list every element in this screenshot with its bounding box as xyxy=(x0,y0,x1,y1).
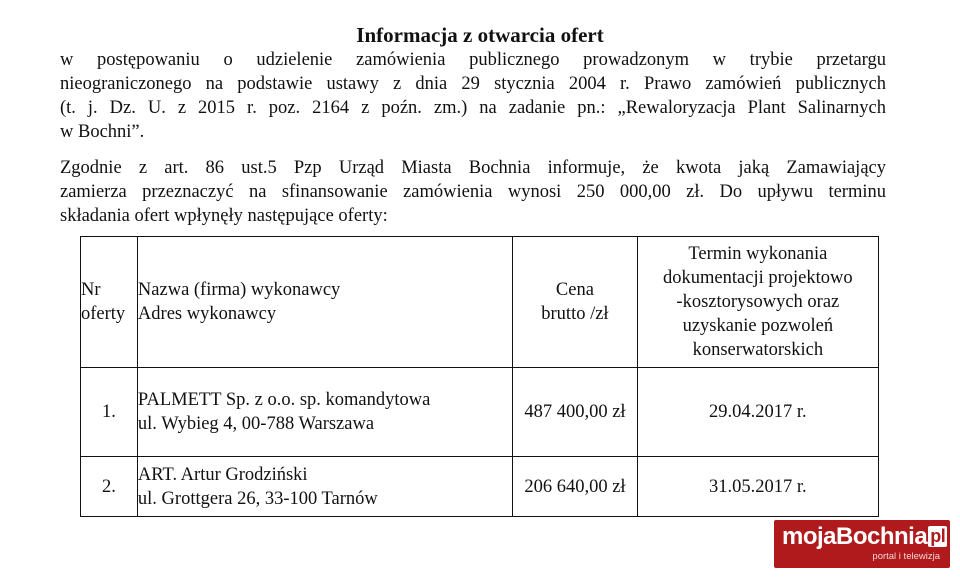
intro-paragraph xyxy=(60,48,886,144)
document-title: Informacja z otwarcia ofert xyxy=(356,23,604,47)
header-nr: Nr oferty xyxy=(81,237,138,368)
offer-deadline: 31.05.2017 r. xyxy=(637,457,878,517)
header-deadline: Termin wykonania dokumentacji projektowo -kosztorysowych oraz uzyskanie pozwoleń konserwatorskich xyxy=(637,237,878,368)
budget-line: składania ofert wpłynęły następujące oferty: xyxy=(60,206,388,226)
logo-wordmark: mojaBochnia pl xyxy=(782,523,946,550)
contractor-name: ART. Artur Grodziński xyxy=(137,464,308,485)
offer-number: 2. xyxy=(81,457,138,517)
contractor-address: ul. Grottgera 26, 33-100 Tarnów xyxy=(137,488,378,509)
budget-line: Zgodnie z art. 86 ust.5 Pzp Urząd Miasta Bochnia informuje, że kwota jaką Zamawiający xyxy=(60,158,886,178)
offer-contractor xyxy=(137,368,512,457)
table-row xyxy=(81,368,879,457)
budget-paragraph xyxy=(60,156,886,228)
offer-deadline: 29.04.2017 r. xyxy=(637,368,878,457)
table-header-row xyxy=(81,237,879,368)
offers-table xyxy=(80,236,879,517)
intro-line: w Bochni”. xyxy=(60,122,145,142)
logo-tagline: portal i telewizja xyxy=(872,551,940,562)
header-price: Cena brutto /zł xyxy=(513,237,638,368)
budget-line: zamierza przeznaczyć na sfinansowanie zamówienia wynosi 250 000,00 zł. Do upływu terminu xyxy=(60,182,886,202)
offer-price: 487 400,00 zł xyxy=(513,368,638,457)
header-contractor: Nazwa (firma) wykonawcy Adres wykonawcy xyxy=(137,237,512,368)
intro-line: nieograniczonego na podstawie ustawy z dnia 29 stycznia 2004 r. Prawo zamówień publicznych xyxy=(60,74,886,94)
offer-contractor xyxy=(137,457,512,517)
contractor-address: ul. Wybieg 4, 00-788 Warszawa xyxy=(137,414,375,434)
offer-number: 1. xyxy=(81,368,138,457)
intro-line: (t. j. Dz. U. z 2015 r. poz. 2164 z poźn. zm.) na zadanie pn.: „Rewaloryzacja Plant Salinarnych xyxy=(60,98,886,118)
offer-price: 206 640,00 zł xyxy=(513,457,638,517)
mojabochnia-logo xyxy=(774,520,950,568)
table-row xyxy=(81,457,879,517)
contractor-name: PALMETT Sp. z o.o. sp. komandytowa xyxy=(137,390,431,410)
intro-line: w postępowaniu o udzielenie zamówienia publicznego prowadzonym w trybie przetargu xyxy=(60,50,886,70)
